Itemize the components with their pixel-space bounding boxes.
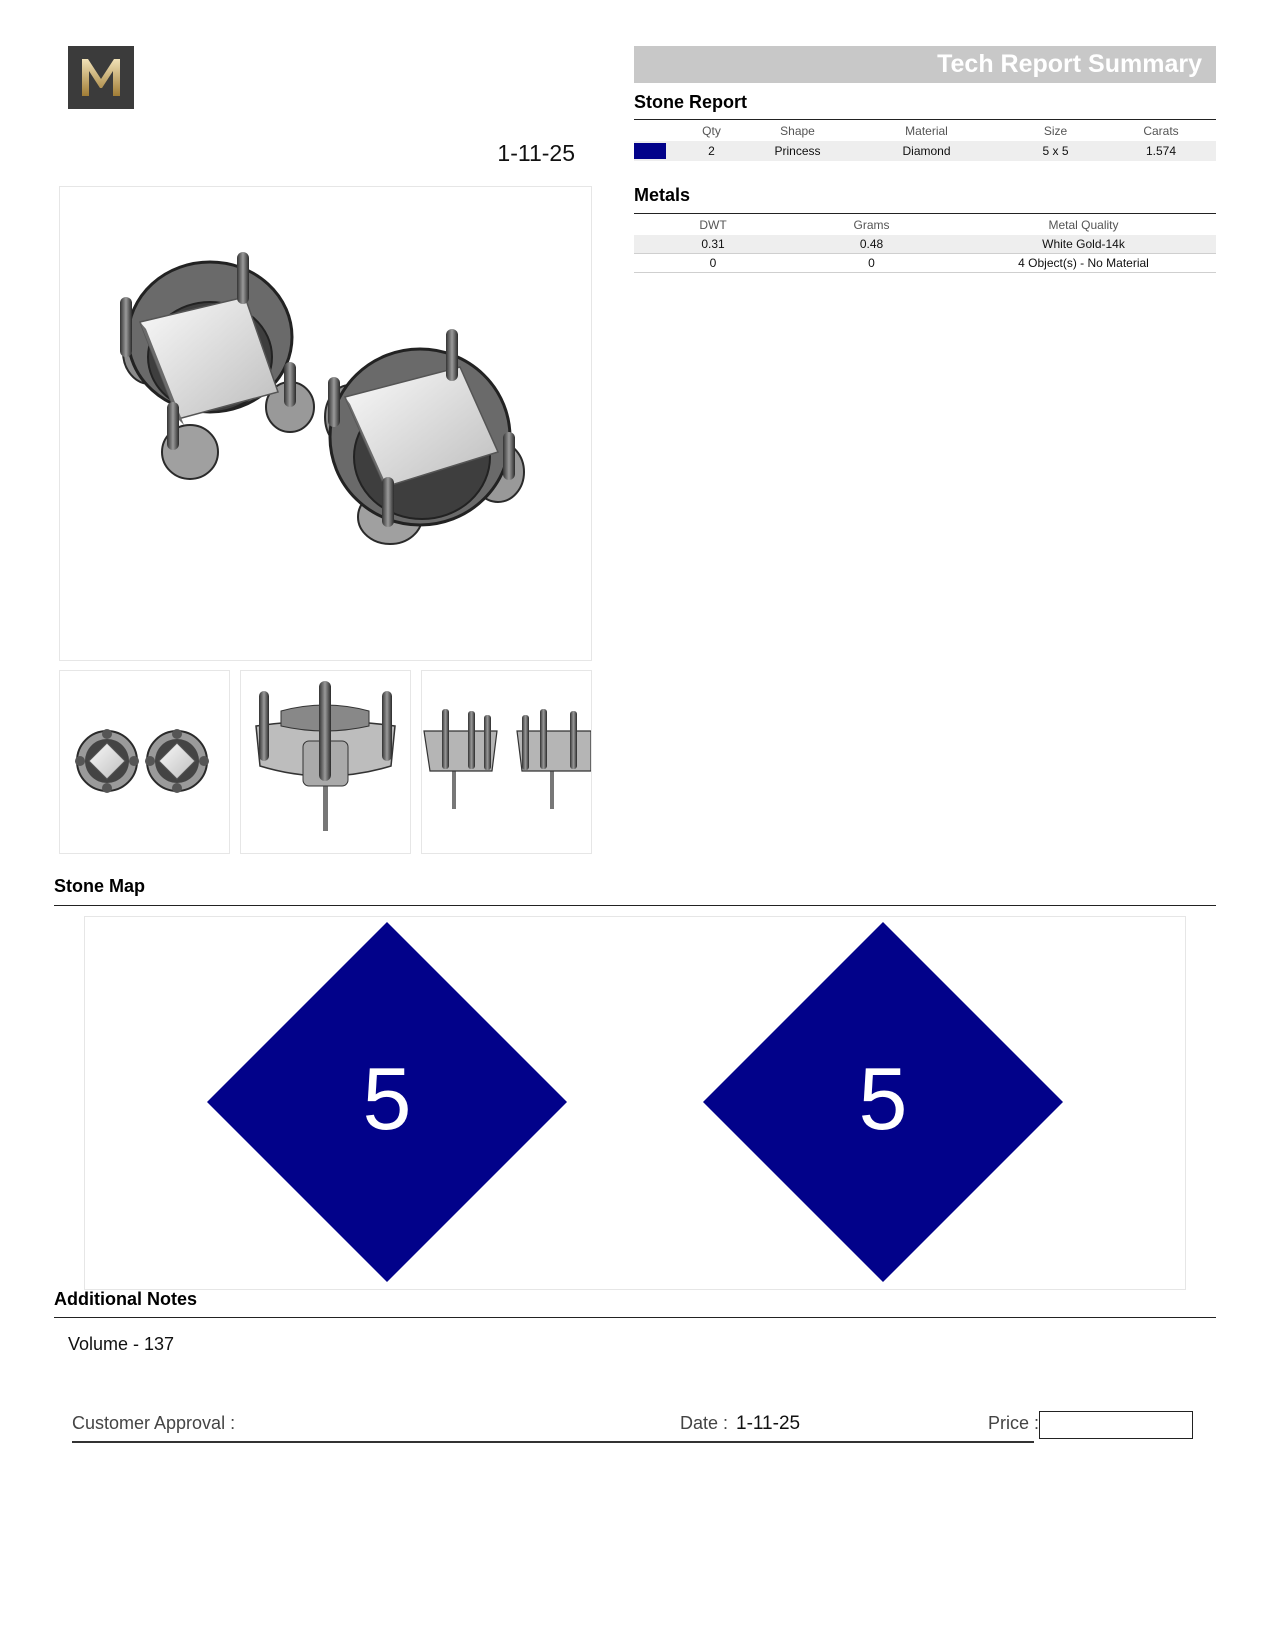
price-field[interactable]	[1039, 1411, 1193, 1439]
metals-divider	[634, 213, 1216, 214]
stone-swatch-cell	[634, 141, 676, 161]
stone-report-header-row	[634, 121, 1216, 141]
earrings-render	[60, 187, 591, 660]
front-view-thumbnail	[421, 670, 592, 854]
stone-report-heading: Stone Report	[634, 92, 748, 112]
customer-approval-label: Customer Approval :	[72, 1413, 236, 1433]
dwt-cell: 0	[634, 254, 792, 273]
title-bar	[634, 46, 1216, 83]
stone-map-heading: Stone Map	[54, 876, 146, 896]
grams-cell: 0	[792, 254, 951, 273]
earring-left	[120, 252, 314, 479]
date-value: 1-11-25	[736, 1413, 801, 1434]
metals-heading: Metals	[634, 185, 691, 205]
stone-report-table	[634, 121, 1216, 161]
top-view-thumbnail	[59, 670, 230, 854]
stone-color-swatch	[634, 143, 666, 159]
shape-cell: Princess	[747, 141, 848, 161]
stone-size-label: 5	[858, 1049, 908, 1148]
col-header: Metal Quality	[1048, 218, 1119, 232]
table-row	[634, 235, 1216, 254]
swatch-header	[634, 121, 676, 141]
metals-header-row	[634, 215, 1216, 235]
side-view-thumbnail	[240, 670, 411, 854]
col-header: Material	[905, 124, 948, 138]
report-title: Tech Report Summary	[937, 50, 1202, 78]
notes-text: Volume - 137	[68, 1334, 175, 1354]
metals-table	[634, 215, 1216, 273]
main-render-view	[59, 186, 592, 661]
additional-notes-heading: Additional Notes	[54, 1289, 197, 1309]
earring-front-view	[424, 709, 497, 809]
material-cell: Diamond	[848, 141, 1005, 161]
col-header: Size	[1043, 124, 1068, 138]
col-header: DWT	[699, 218, 727, 232]
col-header: Carats	[1143, 124, 1179, 138]
stone-map	[84, 916, 1186, 1290]
quality-cell: White Gold-14k	[951, 235, 1216, 254]
customer-approval-signature-line[interactable]	[72, 1441, 1034, 1443]
earring-side-view	[256, 681, 395, 831]
date-label: Date :	[680, 1413, 729, 1433]
table-row	[634, 254, 1216, 273]
stone-map-stone	[207, 922, 567, 1282]
size-cell: 5 x 5	[1005, 141, 1106, 161]
carats-cell: 1.574	[1106, 141, 1216, 161]
col-header: Grams	[853, 218, 890, 232]
stone-map-divider	[54, 905, 1216, 906]
stone-map-stone	[703, 922, 1063, 1282]
dwt-cell: 0.31	[634, 235, 792, 254]
table-row	[634, 141, 1216, 161]
col-header: Qty	[702, 124, 721, 138]
col-header: Shape	[780, 124, 815, 138]
stone-report-divider	[634, 119, 1216, 120]
additional-notes-divider	[54, 1317, 1216, 1318]
earring-front-view	[517, 709, 591, 809]
qty-cell: 2	[676, 141, 747, 161]
stone-size-label: 5	[362, 1049, 412, 1148]
earring-top-view	[145, 729, 209, 793]
report-date: 1-11-25	[497, 140, 575, 166]
grams-cell: 0.48	[792, 235, 951, 254]
company-logo	[68, 46, 134, 109]
price-label: Price :	[988, 1413, 1040, 1433]
earring-top-view	[75, 729, 139, 793]
quality-cell: 4 Object(s) - No Material	[951, 254, 1216, 273]
earring-right	[325, 329, 524, 544]
